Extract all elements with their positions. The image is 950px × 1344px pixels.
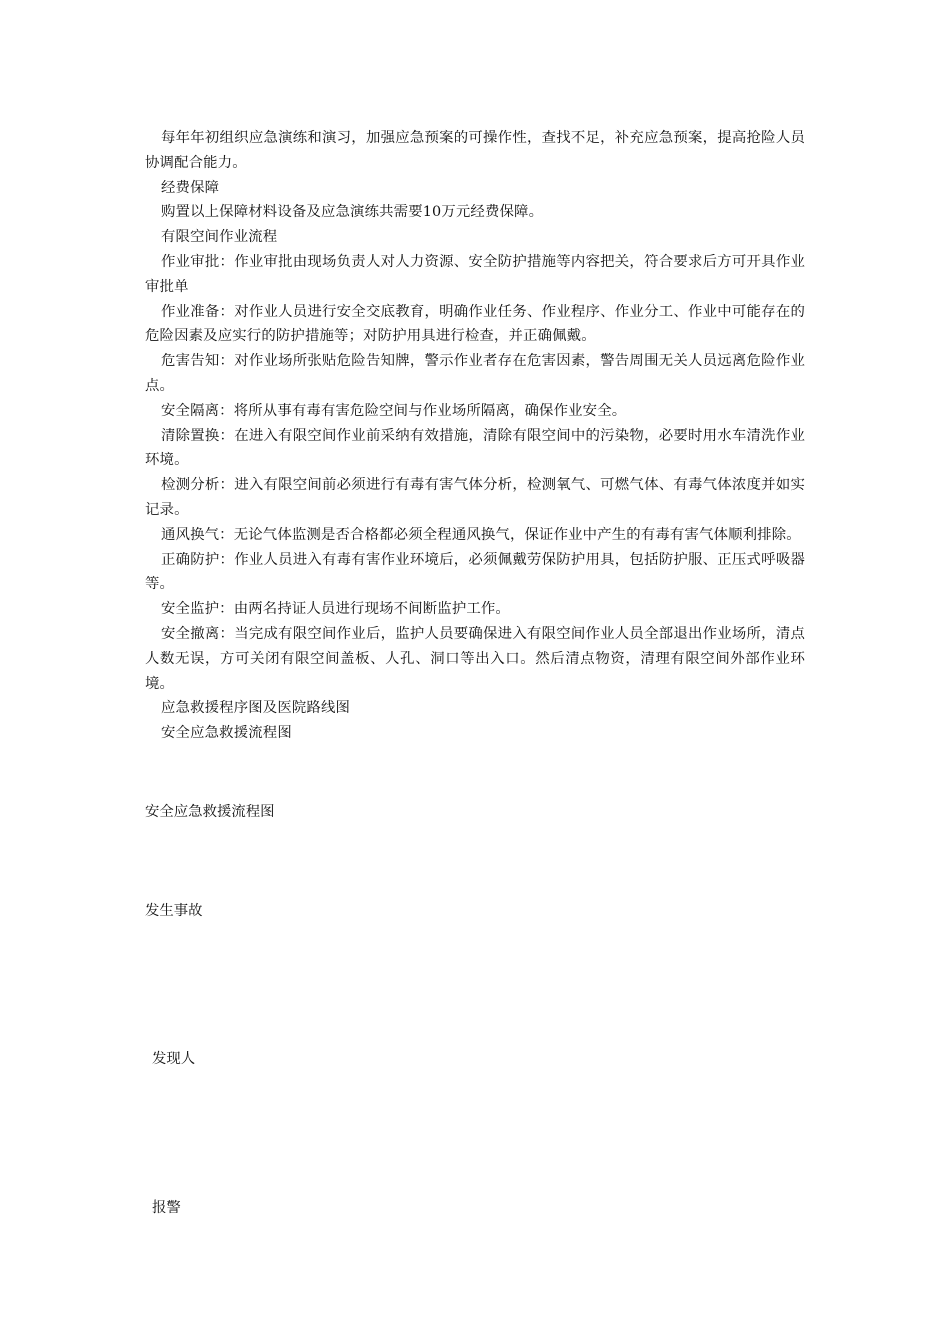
paragraph-flowchart-heading: 安全应急救援流程图: [161, 725, 292, 742]
flow-node-discoverer: 发现人: [152, 1051, 196, 1067]
paragraph-drill: 每年年初组织应急演练和演习，加强应急预案的可操作性，查找不足，补充应急预案，提高抢险人员协调配合能力。: [145, 130, 805, 171]
paragraph-gas-testing: 检测分析：进入有限空间前必须进行有毒有害气体分析，检测氧气、可燃气体、有毒气体浓度并如实记录。: [145, 477, 805, 518]
flow-node-alarm: 报警: [152, 1200, 181, 1216]
paragraph-funding-heading: 经费保障: [161, 179, 220, 196]
paragraph-supervision: 安全监护：由两名持证人员进行现场不间断监护工作。: [161, 601, 510, 618]
paragraph-preparation: 作业准备：对作业人员进行安全交底教育，明确作业任务、作业程序、作业分工、作业中可能存在的危险因素及应实行的防护措施等；对防护用具进行检查，并正确佩戴。: [145, 303, 805, 345]
paragraph-isolation: 安全隔离：将所从事有毒有害危险空间与作业场所隔离，确保作业安全。: [161, 402, 627, 419]
paragraph-confined-space-heading: 有限空间作业流程: [161, 229, 278, 246]
flow-node-accident: 发生事故: [145, 903, 203, 919]
paragraph-purge: 清除置换：在进入有限空间作业前采纳有效措施，清除有限空间中的污染物，必要时用水车清洗作业环境。: [145, 427, 805, 469]
flowchart-title: 安全应急救援流程图: [145, 804, 275, 820]
paragraph-approval: 作业审批：作业审批由现场负责人对人力资源、安全防护措施等内容把关，符合要求后方可开具作业审批单: [145, 253, 805, 295]
paragraph-evacuation: 安全撤离：当完成有限空间作业后，监护人员要确保进入有限空间作业人员全部退出作业场所，清点人数无误，方可关闭有限空间盖板、人孔、洞口等出入口。然后清点物资，清理有限空间外部作业环境。: [145, 625, 805, 692]
paragraph-hazard-notice: 危害告知：对作业场所张贴危险告知牌，警示作业者存在危害因素，警告周围无关人员远离危险作业点。: [145, 353, 805, 394]
paragraph-route-map-heading: 应急救援程序图及医院路线图: [161, 700, 351, 717]
paragraph-ventilation: 通风换气：无论气体监测是否合格都必须全程通风换气，保证作业中产生的有毒有害气体顺利排除。: [161, 526, 801, 543]
body-text: [145, 126, 805, 746]
paragraph-protection: 正确防护：作业人员进入有毒有害作业环境后，必须佩戴劳保防护用具，包括防护服、正压式呼吸器等。: [145, 551, 805, 593]
paragraph-funding: 购置以上保障材料设备及应急演练共需要10万元经费保障。: [161, 204, 544, 221]
